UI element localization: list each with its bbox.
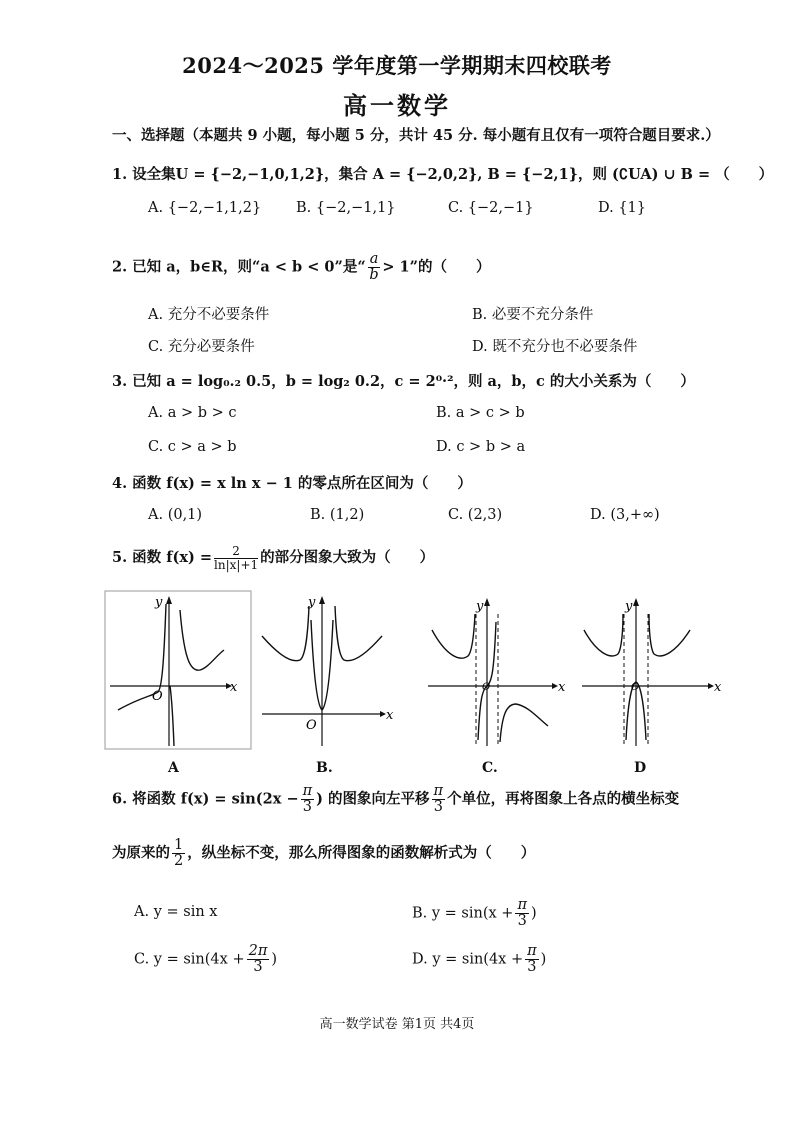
question-4-stem: 4. 函数 f(x) = x ln x − 1 的零点所在区间为（ ） [112, 475, 472, 492]
graph-b-origin: O [306, 718, 317, 733]
question-6-fraction-a-den: 3 [302, 799, 312, 816]
question-6-option-d [412, 944, 546, 975]
question-4-option-d: D. (3,+∞) [590, 507, 660, 523]
question-6-option-d-num: π [527, 943, 537, 959]
exam-subject: 高一数学 [343, 91, 451, 120]
question-6-fraction-a [301, 784, 315, 815]
graph-a [104, 590, 252, 750]
graph-b-curve-right [335, 606, 382, 661]
section-heading: 一、选择题（本题共 9 小题，每小题 5 分，共计 45 分. 每小题有且仅有一项符合题目要求.） [112, 127, 720, 144]
question-6-line-1-pre: 6. 将函数 f(x) = sin(2x − [112, 790, 299, 808]
question-5-fraction-num: 2 [214, 545, 258, 559]
graph-b-y-label: y [308, 595, 316, 610]
question-5-stem-pre: 5. 函数 f(x) = [112, 549, 213, 567]
graph-c-y-label: y [476, 599, 484, 614]
question-2-option-d: D. 既不充分也不必要条件 [472, 339, 638, 355]
question-6-option-a: A. y = sin x [134, 904, 218, 920]
question-1-option-c: C. {−2,−1} [448, 200, 534, 216]
question-6-option-b-num: π [517, 897, 527, 913]
question-2-stem [112, 252, 490, 283]
question-6-option-c-fraction [247, 944, 270, 975]
graph-d-curve-left [584, 614, 623, 656]
question-1-option-a: A. {−2,−1,1,2} [148, 200, 262, 216]
question-6-option-d-fraction [525, 944, 539, 975]
graph-b-label: B. [316, 760, 333, 776]
graph-a-curve-mid [170, 686, 174, 746]
question-3-option-d: D. c > b > a [436, 439, 526, 455]
question-2-option-b: B. 必要不充分条件 [472, 307, 594, 323]
graph-a-y-arrow [166, 596, 172, 604]
question-3-option-a: A. a > b > c [148, 405, 237, 421]
question-3-stem: 3. 已知 a = log₀.₂ 0.5，b = log₂ 0.2，c = 2⁰·²，则 a，b，c 的大小关系为（ ） [112, 373, 695, 390]
graph-d-origin: O [631, 682, 640, 693]
question-4-option-a: A. (0,1) [148, 507, 203, 523]
graph-a-curve-right [180, 610, 224, 670]
question-3-option-b: B. a > c > b [436, 405, 525, 421]
question-2-fraction [368, 252, 381, 283]
question-5-stem-post: 的部分图象大致为（ ） [260, 549, 435, 567]
question-2-fraction-den: b [369, 267, 379, 284]
graph-d-y-label: y [625, 599, 633, 614]
question-6-fraction-b-num: π [433, 783, 444, 799]
question-6-line-2-pre: 为原来的 [112, 844, 170, 862]
graph-b [256, 590, 400, 750]
graph-d-x-label: x [714, 680, 722, 695]
graph-a-x-label: x [230, 680, 238, 695]
question-6-option-d-close: ) [540, 951, 547, 968]
graph-a-origin: O [152, 689, 163, 704]
graph-c-curve-left [432, 614, 475, 658]
question-1-option-b: B. {−2,−1,1} [296, 200, 396, 216]
graph-d-label: D [634, 760, 647, 776]
graph-d [578, 590, 726, 750]
graph-b-curve-left [262, 606, 309, 661]
question-6-fraction-c-num: 1 [174, 837, 184, 853]
question-6-option-b-fraction [515, 898, 529, 929]
question-6-line-2-post: ，纵坐标不变，那么所得图象的函数解析式为（ ） [187, 844, 536, 862]
graph-a-label: A [168, 760, 179, 776]
question-6-line-1-post: 个单位，再将图象上各点的横坐标变 [447, 790, 680, 808]
question-6-option-b [412, 898, 537, 929]
question-6-fraction-a-num: π [302, 783, 313, 799]
question-6-line-1-mid: ) 的图象向左平移 [316, 790, 430, 808]
question-2-option-a: A. 充分不必要条件 [148, 307, 270, 323]
graph-c-curve-right [500, 704, 548, 742]
question-6-option-b-den: 3 [517, 913, 527, 930]
question-2-stem-post: > 1”的（ ） [382, 258, 491, 276]
page-footer: 高一数学试卷 第1页 共4页 [319, 1017, 475, 1032]
graph-c-label: C. [482, 760, 498, 776]
question-6-option-d-den: 3 [527, 959, 537, 976]
question-6-option-c [134, 944, 277, 975]
question-6-option-d-pre: D. y = sin(4x + [412, 951, 524, 968]
question-6-fraction-c [172, 838, 185, 869]
question-5-fraction [214, 545, 258, 571]
exam-title: 2024～2025 学年度第一学期期末四校联考 [182, 53, 612, 78]
question-1-option-d: D. {1} [598, 200, 647, 216]
question-5-stem [112, 545, 434, 571]
graph-c-x-label: x [558, 680, 566, 695]
graph-d-y-arrow [633, 598, 639, 606]
question-6-fraction-c-den: 2 [174, 853, 184, 870]
question-1-stem: 1. 设全集U = {−2,−1,0,1,2}，集合 A = {−2,0,2}, B = {−2,1}，则 (∁UA) ∪ B = （ ） [112, 166, 774, 183]
question-6-option-c-pre: C. y = sin(4x + [134, 951, 245, 968]
question-2-stem-pre: 2. 已知 a，b∈R，则“a < b < 0”是“ [112, 258, 366, 276]
graph-b-x-label: x [386, 708, 394, 723]
graph-d-curve-right [649, 614, 690, 656]
question-6-line-2 [112, 838, 535, 869]
question-4-option-c: C. (2,3) [448, 507, 503, 523]
question-2-option-c: C. 充分必要条件 [148, 339, 255, 355]
question-6-option-b-pre: B. y = sin(x + [412, 905, 514, 922]
graph-c-y-arrow [484, 598, 490, 606]
question-6-option-c-num: 2π [248, 943, 268, 959]
graph-c-origin: O [482, 682, 491, 693]
graph-a-y-label: y [155, 595, 163, 610]
graph-a-frame [105, 591, 251, 749]
question-3-option-c: C. c > a > b [148, 439, 237, 455]
question-6-fraction-b-den: 3 [433, 799, 443, 816]
question-6-fraction-b [432, 784, 446, 815]
question-2-fraction-num: a [369, 251, 379, 267]
question-5-fraction-den: ln|x|+1 [214, 557, 259, 572]
question-6-option-c-close: ) [271, 951, 278, 968]
question-6-option-c-den: 3 [253, 959, 263, 976]
question-6-option-b-close: ) [530, 905, 537, 922]
graph-b-y-arrow [319, 596, 325, 604]
question-4-option-b: B. (1,2) [310, 507, 365, 523]
question-6-line-1 [112, 784, 679, 815]
graph-c [424, 590, 574, 750]
